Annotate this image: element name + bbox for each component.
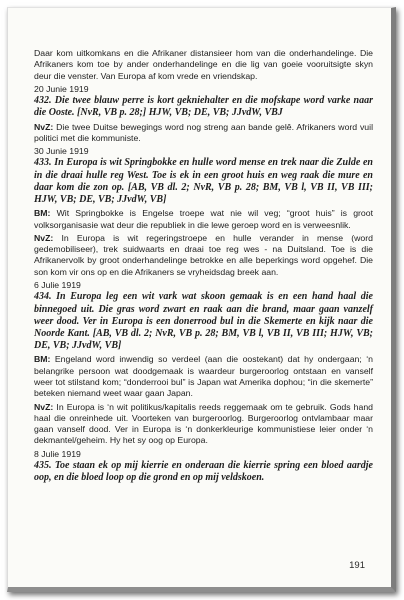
- entry-date: 8 Julie 1919: [34, 448, 81, 459]
- commentary-text: Engeland word inwendig so verdeel (aan die oostekant) dat hy ondergaan; ‘n belangrike persoon wat doodgemaak is waardeur burgeroorlog ontstaan en vanself weer tot stilstand kom; “donderrooi bul” is Japan wat Amerika dophou; “in die skemerte” beteken niemand weet waar gaan Japan.: [34, 354, 373, 399]
- commentary-text: In Europa is ‘n wit politikus/kapitalis reeds reggemaak om te gebruik. Gods hand haal die onreinhede uit. Voorteken van burgeroorlog. Burgeroorlog ontvlambaar maar gaan vanself dood. Ver in Europa is ‘n donkerkleurige kommunistiese leier onder ‘n dekmantel/geheim. Hy het sy oog op Europa.: [34, 401, 373, 446]
- intro-paragraph: Daar kom uitkomkans en die Afrikaner distansieer hom van die onderhandelinge. Die Afrikaners kom toe by ander onderhandelinge en die lig van goeie vooruitsigte skyn deur die venster. Van Europa af kom vrede en vriendskap.: [34, 48, 373, 81]
- commentary-note: [34, 122, 373, 145]
- commentary-text: In Europa is wit regeringstroepe en hulle verander in mense (word gedemobiliseer), trek suidwaarts en draai toe reg wes - na Duitsland. Toe is die Afrikanervolk by groot onderhandelinge betrokke en alle beperkings word opgehef. Die son kom vir ons op en die Afrikaners se vryheidsdag breek aan.: [34, 232, 373, 277]
- commentary-text: Die twee Duitse bewegings word nog streng aan bande gelê. Afrikaners word vuil politici met die kommuniste.: [34, 121, 373, 143]
- commentary-label: NvZ:: [34, 232, 54, 243]
- book-page: [7, 7, 396, 592]
- prophecy-verse: 432. Die twee blauw perre is kort gekniehalter en die mofskape word varke naar die Ooste. [NvR, VB p. 28;] HJW, VB; DE, VB; JJvdW, VBJ: [34, 95, 373, 119]
- commentary-note: [34, 402, 373, 447]
- entry-date: 20 Junie 1919: [34, 83, 89, 94]
- page-number: 191: [349, 560, 365, 571]
- commentary-label: BM:: [34, 208, 51, 219]
- commentary-label: NvZ:: [34, 401, 54, 412]
- prophecy-verse: 435. Toe staan ek op mij kierrie en onderaan die kierrie spring een bloed aardje oop, en die bloed loop op die grond en op mij veldskoen.: [34, 460, 373, 484]
- commentary-label: NvZ:: [34, 121, 54, 132]
- commentary-note: [34, 354, 373, 399]
- prophecy-verse: 433. In Europa is wit Springbokke en hulle word mense en trek naar die Zulde en in die draai hulle reg West. Toe is ek in een groot huis en weg raak die mure en daar kom die zon op. [AB, VB dl. 2; NvR, VB p. 28; BM, VB l, VB II, VB III; HJW, VB; DE, VB; JJvdW, VB]: [34, 157, 373, 206]
- commentary-note: [34, 233, 373, 278]
- commentary-label: BM:: [34, 354, 51, 365]
- entry-date: 30 Junie 1919: [34, 146, 89, 157]
- commentary-text: Wit Springbokke is Engelse troepe wat nie wil veg; “groot huis” is groot volksorganisasie wat deur die republiek in die lewe geroep word en is verweesnlik.: [34, 208, 373, 230]
- page-content: [34, 48, 373, 486]
- entry-date: 6 Julie 1919: [34, 280, 81, 291]
- prophecy-verse: 434. In Europa leg een wit vark wat skoon gemaak is en een hand haal die binnegoed uit. Die gras word zwart en raak aan die brand, maar gaan vanzelf weer dood. Ver in Europa is een donerrood bul in die Skemerte en kijk naar die Noorde Kant. [AB, VB dl. 2; NvR, VB p. 28; BM, VB l, VB II, VB III; HJW, VB; DE, VB; JJvdW, VB]: [34, 291, 373, 352]
- commentary-note: [34, 208, 373, 231]
